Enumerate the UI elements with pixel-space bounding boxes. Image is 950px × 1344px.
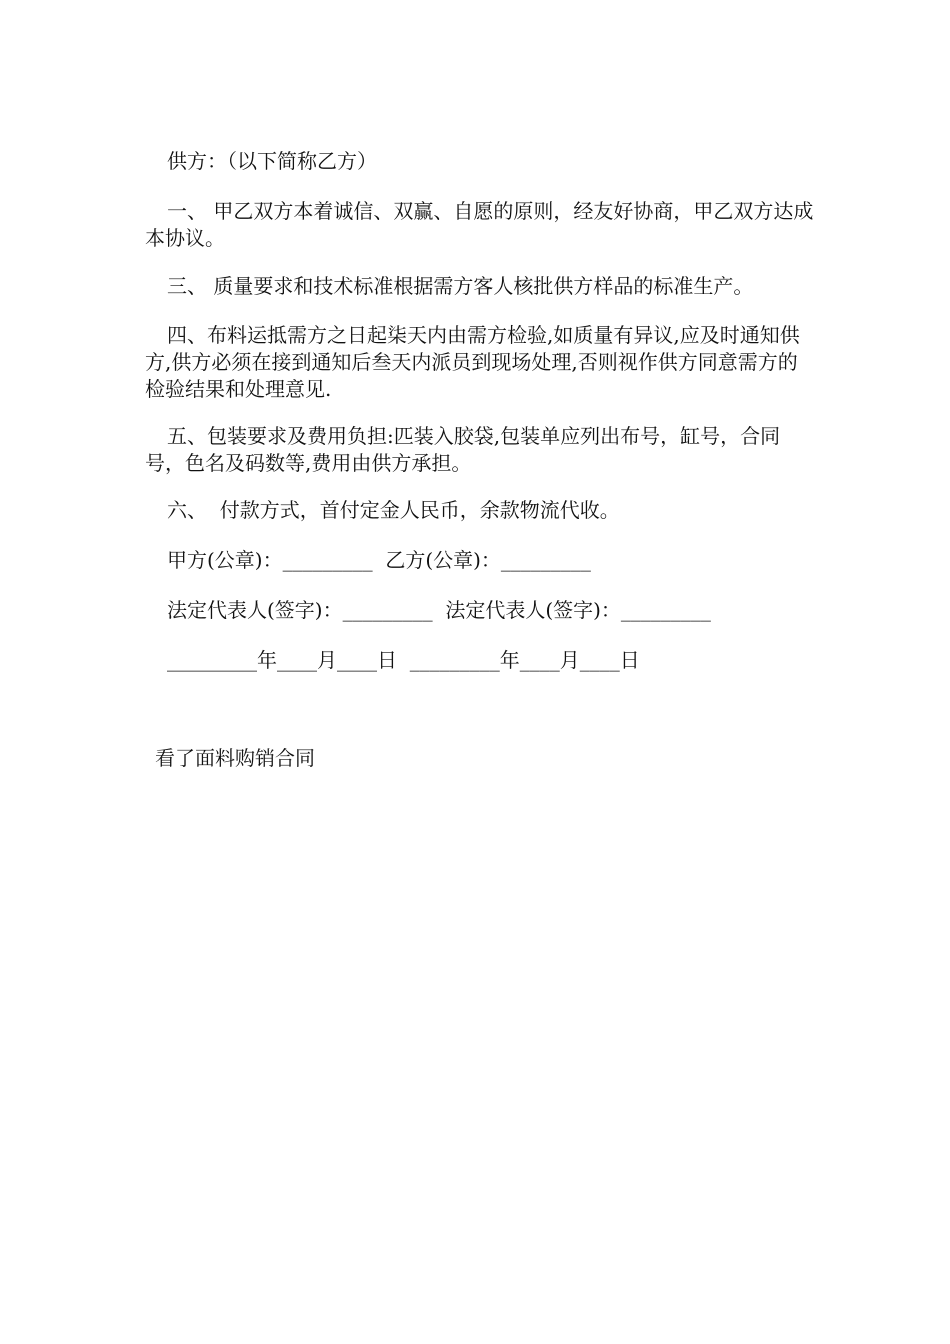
supplier-line: 供方：（以下简称乙方）: [167, 149, 377, 173]
date-line: _________年____月____日 _________年____月____日: [167, 648, 640, 672]
clause-5: 五、包装要求及费用负担:匹装入胶袋,包装单应列出布号，缸号，合同号，色名及码数等,费用由供方承担。: [145, 424, 781, 475]
clause-4: 四、布料运抵需方之日起柒天内由需方检验,如质量有异议,应及时通知供方,供方必须在接到通知后叁天内派员到现场处理,否则视作供方同意需方的检验结果和处理意见.: [145, 323, 800, 401]
footer-caption: 看了面料购销合同: [155, 746, 315, 770]
clause-1: 一、 甲乙双方本着诚信、双赢、自愿的原则，经友好协商，甲乙双方达成本协议。: [145, 199, 814, 250]
clause-6: 六、 付款方式，首付定金人民币，余款物流代收。: [167, 498, 620, 522]
seal-line: 甲方(公章)：_________ 乙方(公章)：_________: [167, 548, 591, 572]
clause-3: 三、 质量要求和技术标准根据需方客人核批供方样品的标准生产。: [167, 274, 754, 298]
representative-line: 法定代表人(签字)：_________ 法定代表人(签字)：_________: [167, 598, 711, 622]
